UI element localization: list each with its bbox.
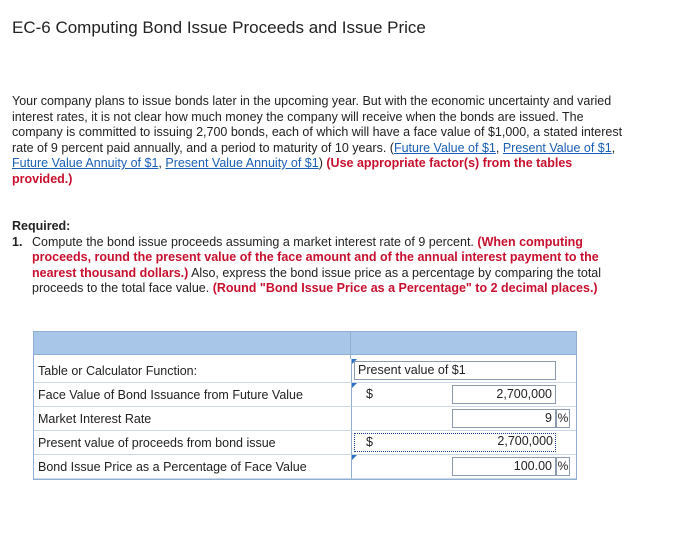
required-section bbox=[12, 219, 632, 297]
table-row bbox=[33, 359, 577, 383]
row-label: Table or Calculator Function: bbox=[34, 359, 352, 383]
link-present-value-1[interactable]: Present Value of $1 bbox=[502, 140, 612, 155]
link-present-value-annuity-1[interactable]: Present Value Annuity of $1 bbox=[165, 156, 319, 170]
percent-unit: % bbox=[556, 409, 570, 428]
required-label: Required: bbox=[12, 219, 71, 233]
table-row bbox=[33, 431, 577, 455]
factor-instruction: (Use appropriate factor(s) from the tables provided.) bbox=[12, 156, 573, 186]
row-label: Market Interest Rate bbox=[34, 407, 352, 431]
problem-description: Your company plans to issue bonds later in the upcoming year. But with the economic uncertainty and varied interest rates, it is not clear how much money the company will receive when the bonds are issued. The company is committed to issuing 2,700 bonds, each of which will have a face value of $1,000, a stated interest rate of 9 percent paid annually, and a period to maturity of 10 years. (Future Value of $1, Present Value of $1, Future Value Annuity of $1, Present Value Annuity of $1) (Use appropriate factor(s) from the tables provided.) bbox=[12, 94, 623, 186]
bond-computation-table bbox=[33, 331, 577, 480]
pv-proceeds-input[interactable]: 2,700,000 bbox=[497, 434, 553, 448]
row-label: Face Value of Bond Issuance from Future Value bbox=[34, 383, 352, 407]
table-row bbox=[33, 455, 577, 480]
face-value-input[interactable]: 2,700,000 bbox=[452, 385, 556, 404]
link-future-value-annuity-1[interactable]: Future Value Annuity of $1 bbox=[12, 156, 159, 170]
currency-symbol: $ bbox=[366, 387, 373, 401]
table-header bbox=[33, 331, 577, 355]
link-future-value-1[interactable]: Future Value of $1 bbox=[393, 140, 496, 155]
table-row bbox=[33, 407, 577, 431]
intro-text: Your company plans to issue bonds later in the upcoming year. But with the economic uncertainty and varied interest rates, it is not clear how much money the company will receive when the bonds are issued. The company is committed to issuing 2,700 bonds, each of which will have a face value of $1,000, a stated interest rate of 9 percent paid annually, and a period to maturity of 10 years. ( bbox=[12, 94, 623, 155]
row-label: Present value of proceeds from bond issue bbox=[34, 431, 352, 455]
table-function-select[interactable]: Present value of $1 bbox=[354, 361, 556, 380]
row-label: Bond Issue Price as a Percentage of Face Value bbox=[34, 455, 352, 479]
percent-unit: % bbox=[556, 457, 570, 476]
market-rate-input[interactable]: 9 bbox=[452, 409, 556, 428]
dropdown-marker-icon bbox=[352, 455, 357, 460]
currency-symbol: $ bbox=[366, 435, 373, 449]
issue-price-pct-input[interactable]: 100.00 bbox=[452, 457, 556, 476]
requirement-1: 1. Compute the bond issue proceeds assuming a market interest rate of 9 percent. (When computing proceeds, round the present value of the face amount and of the annual interest payment to the nearest thousand dollars.) Also, express the bond issue price as a percentage by comparing the total proceeds to the total face value. (Round "Bond Issue Price as a Percentage" to 2 decimal places.) bbox=[12, 234, 602, 295]
dropdown-marker-icon bbox=[352, 383, 357, 388]
page-title: EC-6 Computing Bond Issue Proceeds and Issue Price bbox=[12, 18, 426, 37]
table-row bbox=[33, 383, 577, 407]
